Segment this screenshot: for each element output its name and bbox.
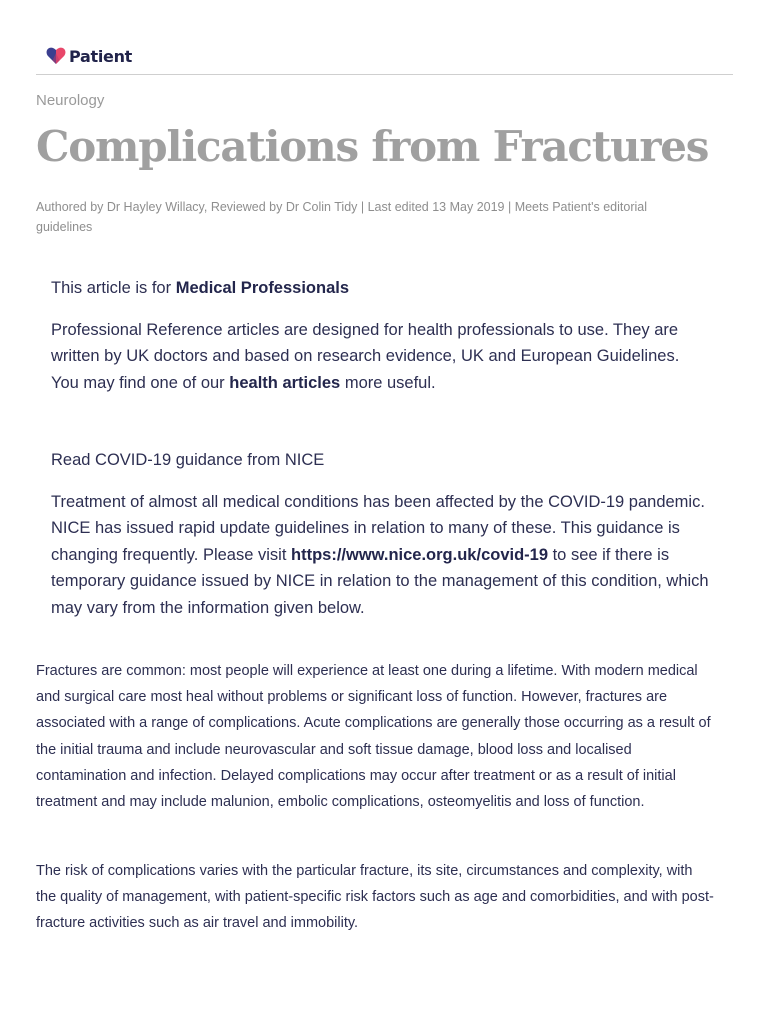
paragraph-text: Fractures are common: most people will experience at least one during a lifetime. With modern medical and surgical care most heal without problems or significant loss of function. However, fractures are associated with a range of complications. Acute complications are generally those occurring as a result of the initial trauma and include neurovascular and soft tissue damage, blood loss and localised contamination and infection. Delayed complications may occur after treatment or as a result of initial treatment and may include malunion, embolic complications, osteomyelitis and loss of function. [36, 663, 711, 811]
professional-notice [51, 275, 711, 396]
health-articles-link[interactable]: health articles [229, 373, 341, 392]
covid-notice-lead: Read COVID-19 guidance from NICE [51, 451, 325, 469]
page-title: Complications from Fractures [36, 122, 709, 171]
category-label[interactable]: Neurology [36, 92, 105, 109]
covid-body-text: Treatment of almost all medical conditions has been affected by the COVID-19 pandemic. NICE has issued rapid update guidelines in relation to many of these. This guidance is changing frequently. Please visit [51, 492, 705, 564]
audience-label: Medical Professionals [175, 279, 350, 297]
notice-lead-prefix: This article is for [51, 279, 176, 297]
notice-body-text: Professional Reference articles are designed for health professionals to use. They are written by UK doctors and based on research evidence, UK and European Guidelines. You may find one of our [51, 320, 680, 392]
article-paragraph [36, 658, 716, 815]
covid-notice [51, 447, 711, 621]
article-byline: Authored by Dr Hayley Willacy, Reviewed by Dr Colin Tidy | Last edited 13 May 2019 | Meets Patient's editorial guidelines [36, 200, 648, 234]
nice-covid-link[interactable]: https://www.nice.org.uk/covid-19 [291, 545, 549, 564]
notice-body-text-end: more useful. [340, 373, 436, 392]
paragraph-text: The risk of complications varies with the particular fracture, its site, circumstances and complexity, with the quality of management, with patient-specific risk factors such as age and comorbidities, and with post-fracture activities such as air travel and immobility. [36, 863, 714, 932]
logo-text: Patient [69, 46, 133, 66]
article-paragraph [36, 858, 716, 937]
covid-body-text-end: to see if there is temporary guidance issued by NICE in relation to the management of this condition, which may vary from the information given below. [51, 545, 709, 617]
covid-notice-body [51, 489, 711, 622]
site-header [36, 44, 733, 75]
notice-body [51, 317, 711, 397]
heart-logo-icon [46, 47, 66, 65]
notice-lead [51, 275, 711, 302]
patient-logo[interactable] [46, 44, 132, 68]
